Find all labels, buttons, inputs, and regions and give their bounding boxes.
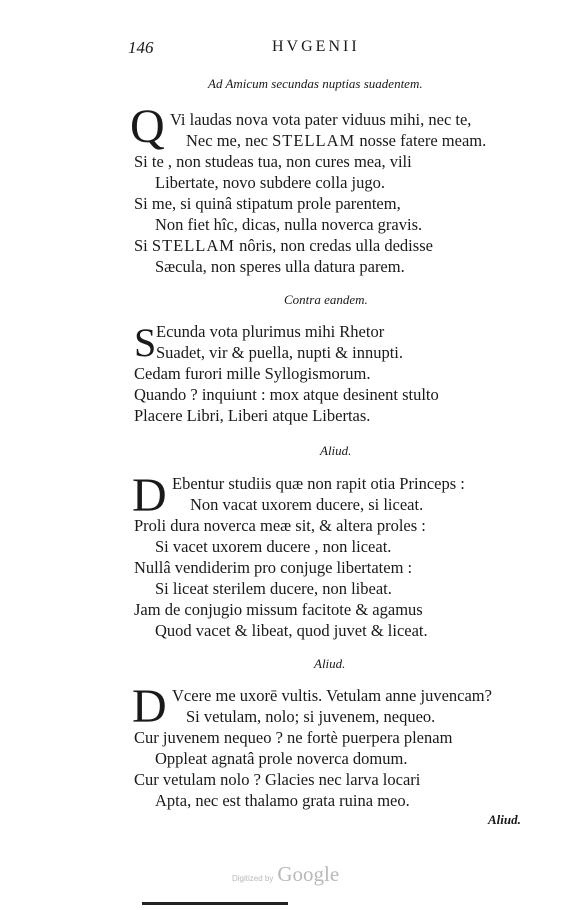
poem4-line-3: Cur juvenem nequeo ? ne fortè puerpera plenam — [134, 728, 453, 747]
poem1-line-5: Si me, si quinâ stipatum prole parentem, — [134, 194, 401, 213]
poem3-line-4: Si vacet uxorem ducere , non liceat. — [155, 537, 392, 556]
poem3-line-5: Nullâ vendiderim pro conjuge libertatem : — [134, 558, 413, 577]
poem1-name-stellam-2: STELLAM — [151, 236, 235, 255]
poem1-line-6: Non fiet hîc, dicas, nulla noverca gravis. — [155, 215, 423, 234]
poem4-heading: Aliud. — [314, 656, 346, 671]
poem1-line-2-a: Nec me, nec — [186, 131, 268, 150]
poem2-line-1: Ecunda vota plurimus mihi Rhetor — [156, 322, 385, 341]
poem3-initial: D — [132, 469, 167, 522]
bottom-rule — [142, 902, 288, 905]
poem2-line-4: Quando ? inquiunt : mox atque desinent stulto — [134, 385, 439, 404]
poem4-line-5: Cur vetulam nolo ? Glacies nec larva locari — [134, 770, 421, 789]
watermark-logo-text: Google — [277, 862, 340, 886]
poem4-line-6: Apta, nec est thalamo grata ruina meo. — [155, 791, 410, 810]
running-head: HVGENII — [272, 38, 360, 55]
poem4-line-1: Vcere me uxorē vultis. Vetulam anne juvencam? — [172, 686, 492, 705]
poem1-initial: Q — [130, 100, 165, 153]
poem4-initial: D — [132, 680, 167, 733]
poem3-line-3: Proli dura noverca meæ sit, & altera proles : — [134, 516, 426, 535]
poem2-line-3: Cedam furori mille Syllogismorum. — [134, 364, 371, 383]
poem3-line-2: Non vacat uxorem ducere, si liceat. — [190, 495, 424, 514]
poem2-line-5: Placere Libri, Liberi atque Libertas. — [134, 406, 371, 425]
digitization-watermark — [232, 862, 339, 887]
page-number: 146 — [128, 38, 154, 57]
poem1-line-8: Sæcula, non speres ulla datura parem. — [155, 257, 405, 276]
poem1-line-1: Vi laudas nova vota pater viduus mihi, nec te, — [170, 110, 472, 129]
poem2-line-2: Suadet, vir & puella, nupti & innupti. — [156, 343, 404, 362]
poem3-line-1: Ebentur studiis quæ non rapit otia Princeps : — [172, 474, 465, 493]
catchword: Aliud. — [488, 812, 521, 827]
poem1-line-7-b: nôris, non credas ulla dedisse — [239, 236, 433, 255]
poem1-line-4: Libertate, novo subdere colla jugo. — [155, 173, 386, 192]
poem1-name-stellam: STELLAM — [272, 131, 356, 150]
poem3-line-7: Jam de conjugio missum facitote & agamus — [134, 600, 423, 619]
poem1-line-7-a: Si — [134, 236, 148, 255]
poem1-line-2 — [186, 130, 486, 151]
poem4-line-4: Oppleat agnatâ prole noverca domum. — [155, 749, 408, 768]
poem1-heading: Ad Amicum secundas nuptias suadentem. — [208, 76, 423, 91]
watermark-small-text: Digitized by — [232, 874, 274, 883]
poem2-initial: S — [134, 320, 157, 365]
poem3-heading: Aliud. — [320, 443, 352, 458]
poem1-line-2-b: nosse fatere meam. — [359, 131, 487, 150]
poem3-line-8: Quod vacet & libeat, quod juvet & liceat. — [155, 621, 428, 640]
poem1-line-7 — [134, 235, 433, 256]
poem2-heading: Contra eandem. — [284, 292, 368, 307]
poem1-line-3: Si te , non studeas tua, non cures mea, vili — [134, 152, 412, 171]
poem4-line-2: Si vetulam, nolo; si juvenem, nequeo. — [186, 707, 436, 726]
poem3-line-6: Si liceat sterilem ducere, non libeat. — [155, 579, 392, 598]
